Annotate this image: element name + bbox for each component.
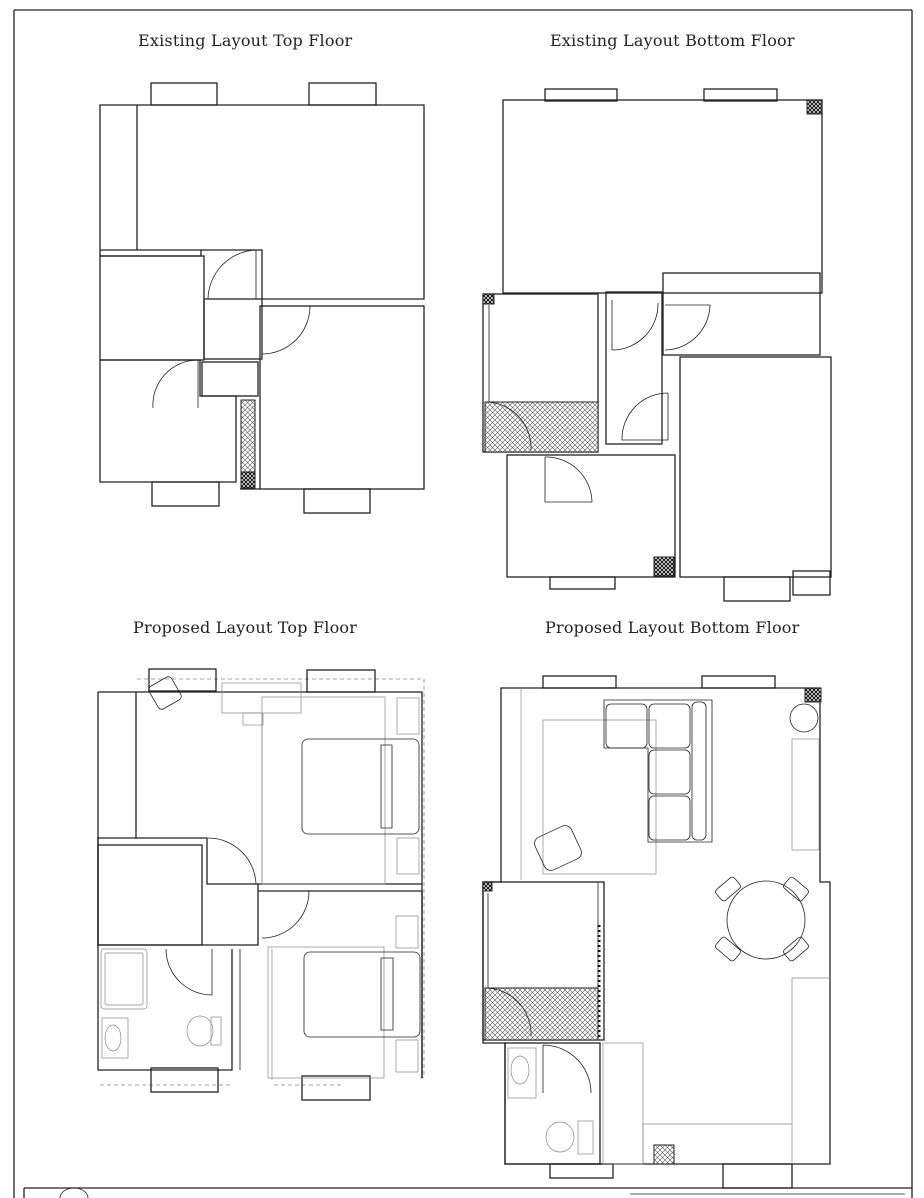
door-swing [153, 360, 198, 408]
walls-outer [483, 688, 830, 1164]
room-rear-left [100, 360, 236, 482]
double-bed [302, 739, 419, 834]
shower-tray [101, 949, 147, 1009]
room-living [503, 100, 822, 293]
hob [654, 1145, 674, 1164]
basin-bowl [511, 1056, 529, 1084]
sofa-cushion [649, 750, 690, 794]
window-bay [151, 83, 217, 105]
chimney-breast [241, 400, 255, 472]
door-swing [622, 393, 668, 440]
title-block-edge [60, 1188, 905, 1198]
rug [268, 947, 384, 1078]
room-dining [507, 455, 675, 577]
plan-existing-bottom-floor [483, 89, 831, 601]
rug [543, 720, 656, 874]
duvet-fold [381, 745, 392, 828]
dining-chair [782, 876, 809, 902]
flue [807, 100, 822, 114]
door-swing [612, 300, 658, 350]
basin-bowl [105, 1025, 121, 1051]
title-proposed-bottom-floor: Proposed Layout Bottom Floor [545, 618, 800, 637]
window-bay [704, 89, 777, 101]
utility-unit [603, 1043, 643, 1164]
desk [222, 683, 301, 713]
door-swing [208, 838, 256, 884]
toilet-cistern [578, 1121, 593, 1154]
window-bay [550, 577, 615, 589]
sofa-cushion [649, 704, 690, 748]
toilet [546, 1122, 574, 1152]
room-landing [204, 299, 262, 359]
window-bay [151, 1068, 218, 1092]
door-swing [166, 949, 212, 995]
basin [508, 1048, 536, 1098]
rug [262, 697, 385, 884]
window-bay [550, 1164, 613, 1178]
window-bay [307, 670, 375, 692]
door-swing [545, 457, 592, 502]
toilet-cistern [211, 1017, 221, 1045]
side-table [790, 704, 818, 732]
toilet [187, 1016, 213, 1046]
stairs [98, 845, 202, 945]
stair-hatched [485, 402, 598, 452]
window-bay [723, 1164, 792, 1188]
room-rear-right [260, 306, 424, 489]
title-proposed-top-floor: Proposed Layout Top Floor [133, 618, 358, 637]
kitchen-counter [643, 978, 830, 1164]
room-hall [606, 292, 662, 444]
dining-chair [714, 936, 741, 962]
door-swing [543, 1045, 591, 1093]
flue [241, 472, 255, 488]
corner-sofa [604, 700, 712, 842]
flue [483, 882, 492, 891]
plan-existing-top-floor [100, 83, 424, 513]
shower-inner [105, 953, 143, 1005]
title-existing-bottom-floor: Existing Layout Bottom Floor [550, 31, 795, 50]
room-front-bedroom [100, 105, 424, 299]
bedside-table [396, 916, 418, 948]
sofa-cushion [649, 796, 690, 840]
flue [483, 294, 494, 304]
title-existing-top-floor: Existing Layout Top Floor [138, 31, 353, 50]
window-bay [149, 669, 216, 691]
duvet-fold [381, 958, 393, 1030]
sofa-back [692, 702, 706, 840]
window-bay [152, 482, 219, 506]
room-utility [663, 273, 820, 355]
cupboard [202, 362, 258, 396]
basin [102, 1018, 128, 1058]
walls-outer [98, 692, 422, 1078]
door-swing [262, 891, 309, 938]
window-bay [309, 83, 376, 105]
armchair [532, 823, 583, 873]
flue [805, 688, 821, 702]
door-swing [665, 305, 710, 350]
bedside-table [397, 838, 419, 874]
sideboard [792, 739, 819, 850]
desk-chair [243, 713, 263, 725]
dining-chair [782, 936, 809, 962]
sofa-cushion [606, 704, 647, 748]
window-bay [543, 676, 616, 688]
plan-proposed-bottom-floor [483, 676, 830, 1188]
door-swing [208, 250, 256, 299]
sheet-border [14, 10, 912, 1198]
window-bay [702, 676, 775, 688]
room-left-middle [100, 256, 204, 360]
window-bay [302, 1076, 370, 1100]
dining-chair [714, 876, 741, 902]
room-stairwell [98, 838, 258, 945]
window-bay [304, 489, 370, 513]
room-kitchen [680, 357, 831, 577]
armchair [147, 675, 183, 711]
room-cloakroom [505, 1043, 600, 1164]
bedside-table [396, 1040, 418, 1072]
flue [654, 557, 674, 576]
dining-table [727, 881, 805, 959]
double-bed [304, 952, 420, 1037]
plan-proposed-top-floor [98, 669, 424, 1100]
stair-hatched [485, 988, 598, 1040]
window-bay [545, 89, 617, 101]
bedside-table [397, 698, 419, 734]
door-swing [262, 306, 310, 354]
window-bay [724, 577, 790, 601]
window-bay [793, 571, 830, 595]
